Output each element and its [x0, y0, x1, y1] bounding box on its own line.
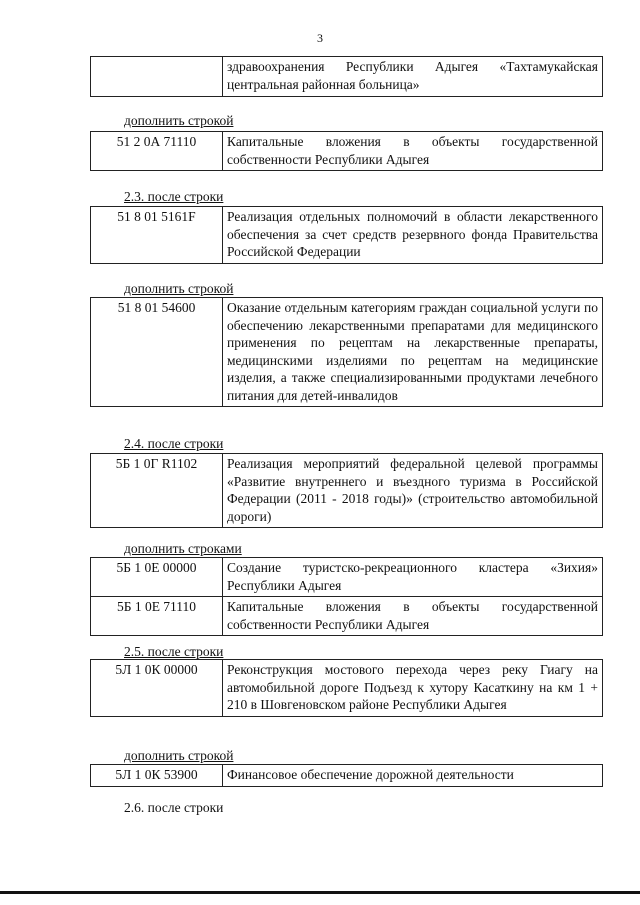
amendment-note: дополнить строкой: [124, 748, 234, 763]
code-cell: 5Л 1 0К 00000: [91, 660, 223, 717]
code-cell: 5Б 1 0Е 71110: [91, 597, 223, 636]
table-row: [91, 57, 603, 97]
margin-scan-mark: [628, 838, 636, 890]
description-cell: Создание туристско-рекреационного кластера «Зихия» Республики Адыгея: [223, 558, 603, 597]
description-cell: Капитальные вложения в объекты государственной собственности Республики Адыгея: [223, 597, 603, 636]
classification-table: [90, 453, 603, 528]
code-cell: 5Б 1 0Г R1102: [91, 454, 223, 528]
table-row: [91, 132, 603, 171]
description-cell: Оказание отдельным категориям граждан социальной услуги по обеспечению лекарственными препаратами для медицинского применения по рецептам на лекарственные препараты, медицинскими изделиями по рецептам на медицинские изделия, а также специализированными продуктами лечебного питания для детей-инвалидов: [223, 298, 603, 407]
code-cell: 5Б 1 0Е 00000: [91, 558, 223, 597]
code-cell: 51 8 01 54600: [91, 298, 223, 407]
description-cell: Финансовое обеспечение дорожной деятельности: [223, 765, 603, 787]
table-row: [91, 660, 603, 717]
section-heading: 2.3. после строки: [124, 189, 224, 204]
table-row: [91, 454, 603, 528]
table-row: [91, 207, 603, 264]
section-heading: 2.6. после строки: [124, 800, 224, 815]
table-row: [91, 597, 603, 636]
description-cell: здравоохранения Республики Адыгея «Тахтамукайская центральная районная больница»: [223, 57, 603, 97]
page-number: 3: [317, 31, 323, 45]
code-cell: 51 2 0А 71110: [91, 132, 223, 171]
classification-table: [90, 557, 603, 636]
classification-table: [90, 206, 603, 264]
classification-table: [90, 659, 603, 717]
amendment-note: дополнить строкой: [124, 281, 234, 296]
amendment-note: дополнить строкой: [124, 113, 234, 128]
classification-table: [90, 764, 603, 787]
table-row: [91, 558, 603, 597]
classification-table: [90, 56, 603, 97]
table-row: [91, 298, 603, 407]
section-heading: 2.5. после строки: [124, 644, 224, 659]
classification-table: [90, 297, 603, 407]
bottom-border-line: [0, 891, 640, 894]
code-cell: 51 8 01 5161F: [91, 207, 223, 264]
description-cell: Капитальные вложения в объекты государственной собственности Республики Адыгея: [223, 132, 603, 171]
description-cell: Реализация отдельных полномочий в области лекарственного обеспечения за счет средств резервного фонда Правительства Российской Федерации: [223, 207, 603, 264]
code-cell: [91, 57, 223, 97]
table-row: [91, 765, 603, 787]
description-cell: Реализация мероприятий федеральной целевой программы «Развитие внутреннего и въездного туризма в Российской Федерации (2011 - 2018 годы)» (строительство автомобильной дороги): [223, 454, 603, 528]
amendment-note: дополнить строками: [124, 541, 242, 556]
code-cell: 5Л 1 0К 53900: [91, 765, 223, 787]
classification-table: [90, 131, 603, 171]
description-cell: Реконструкция мостового перехода через реку Гиагу на автомобильной дороге Подъезд к хутору Касаткину на км 1 + 210 в Шовгеновском районе Республики Адыгея: [223, 660, 603, 717]
section-heading: 2.4. после строки: [124, 436, 224, 451]
